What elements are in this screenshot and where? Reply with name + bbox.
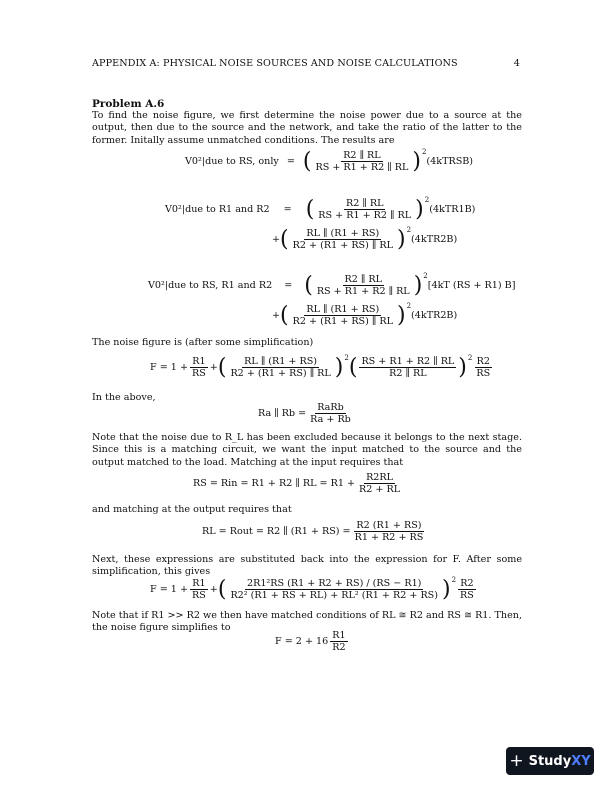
equation-2-line1: V0²|due to R1 and R2 = ( $\frac{R2 \parallel RL}{RS + R1 + R2 \parallel RL}$ ) 2 (4kTR1B) <box>165 195 476 222</box>
equation-3-line2: + ( $\frac{RL \parallel (R1 + RS)}{R2 + (R1 + RS) \parallel RL}$ ) 2 (4kTR2B) <box>272 301 458 328</box>
f2-f3n: R2 <box>460 578 474 589</box>
f3-lhs: F = 2 + 16 <box>275 636 329 647</box>
eqF-lhs: F = 1 + <box>150 362 188 373</box>
f2-f3d: RS <box>460 590 474 601</box>
page-number: 4 <box>513 58 520 69</box>
eq3-tail1: [4kT (RS + R1) B] <box>427 280 516 291</box>
input-matching-equation <box>193 472 404 495</box>
problem-title: Problem A.6 <box>92 98 165 110</box>
eqF-f1n: R1 <box>192 356 206 367</box>
par-num: RaRb <box>317 402 344 413</box>
eq3-den2: R2 + (R1 + RS) ∥ RL <box>292 316 393 327</box>
eqF-f3d: R2 ∥ RL <box>389 368 427 379</box>
eq2-den2: R2 + (R1 + RS) ∥ RL <box>292 240 393 251</box>
equation-2-line2: + ( $\frac{RL \parallel (R1 + RS)}{R2 + (R1 + RS) \parallel RL}$ ) 2 (4kTR2B) <box>272 225 458 252</box>
eqF-f4d: RS <box>476 368 491 379</box>
eqF-f1d: RS <box>192 368 206 379</box>
f2-lhs: F = 1 + <box>150 584 188 595</box>
rin-den: R2 + RL <box>359 484 401 495</box>
f2-f1d: RS <box>192 590 206 601</box>
studyxy-logo[interactable] <box>506 747 594 775</box>
eqF-f2n: RL ∥ (R1 + RS) <box>244 356 318 367</box>
eq2-tail1: (4kTR1B) <box>429 204 476 215</box>
eqF-f3n: RS + R1 + R2 ∥ RL <box>361 356 455 367</box>
f2-f1n: R1 <box>192 578 206 589</box>
eq2-den1: RS + R1 + R2 ∥ RL <box>318 210 412 221</box>
paragraph-2: The noise figure is (after some simplification) <box>92 337 314 348</box>
rin-lhs: RS = Rin = R1 + R2 ∥ RL = R1 + <box>193 478 356 489</box>
rout-num: R2 (R1 + RS) <box>356 520 422 531</box>
equation-3-line1: V0²|due to RS, R1 and R2 = ( $\frac{R2 \parallel RL}{RS + R1 + R2 \parallel RL}$ ) 2 [4kT (RS + R1) B] <box>148 271 516 298</box>
rout-lhs: RL = Rout = R2 ∥ (R1 + RS) = <box>202 526 351 537</box>
f2-den: R2² (R1 + RS + RL) + RL² (R1 + R2 + RS) <box>230 590 438 601</box>
output-matching-equation <box>202 520 427 543</box>
eq1-fraction <box>313 150 410 173</box>
eq3-tail2: (4kTR2B) <box>411 310 458 321</box>
header-title: APPENDIX A: PHYSICAL NOISE SOURCES AND NOISE CALCULATIONS <box>92 58 458 69</box>
eq1-num: R2 ∥ RL <box>343 150 381 161</box>
eqF-f4n: R2 <box>476 356 490 367</box>
logo-text: Study <box>528 753 572 769</box>
eq3-den1: RS + R1 + R2 ∥ RL <box>316 286 410 297</box>
eq3-num2: RL ∥ (R1 + RS) <box>306 304 380 315</box>
intro-paragraph: To find the noise figure, we first determine the noise power due to a source at the output, then due to the source and the network, and take the ratio of the latter to the former. Initally assume unmatched conditions. The results are <box>92 110 522 146</box>
eq1-lhs: V0²|due to RS, only <box>185 156 279 167</box>
rin-num: R2RL <box>366 472 393 483</box>
simplified-noise-figure: F = 1 + $\frac{R1}{RS}$ + ( $\frac{\text{2R1²RS (R1 + R2 + RS) / (RS − R1)}}{\text{R2² (R1 + RS + RL) + RL² (R1 + R2 + RS)}}$ ) 2 $\frac{R2}{RS}$ <box>150 575 474 602</box>
eqF-f2d: R2 + (R1 + RS) ∥ RL <box>230 368 331 379</box>
noise-figure-equation: F = 1 + $\frac{R1}{RS}$ + ( $\frac{RL \parallel (R1 + RS)}{R2 + (R1 + RS) \parallel RL}$ ) 2 ( $\frac{RS + R1 + R2 \parallel RL}{R2 \parallel RL}$ ) 2 $\frac{R2}{RS}$ <box>150 353 491 380</box>
par-den: Ra + Rb <box>310 414 351 425</box>
page-header <box>92 58 520 69</box>
eq3-num1: R2 ∥ RL <box>344 274 382 285</box>
f2-num: 2R1²RS (R1 + R2 + RS) / (RS − R1) <box>247 578 422 589</box>
paragraph-7: Note that if R1 >> R2 we then have matched conditions of RL ≅ R2 and RS ≅ R1. Then, the noise figure simplifies to <box>92 610 522 634</box>
paragraph-4: Note that the noise due to R_L has been excluded because it belongs to the next stage. Since this is a matching circuit, we want the input matched to the source and the output matched to the load. Matching at the input requires that <box>92 432 522 468</box>
f3-num: R1 <box>332 630 346 641</box>
paragraph-5: and matching at the output requires that <box>92 504 292 515</box>
eq2-num1: R2 ∥ RL <box>345 198 384 209</box>
eq2-tail2: (4kTR2B) <box>411 234 458 245</box>
logo-accent: XY <box>571 753 591 769</box>
par-lhs: Ra ∥ Rb = <box>258 408 307 419</box>
eq3-lhs: V0²|due to RS, R1 and R2 <box>148 280 273 291</box>
paragraph-3: In the above, <box>92 392 156 403</box>
eq2-lhs: V0²|due to R1 and R2 <box>165 204 270 215</box>
f3-den: R2 <box>332 642 346 653</box>
paragraph-6: Next, these expressions are substituted back into the expression for F. After some simplification, this gives <box>92 554 522 578</box>
parallel-definition <box>258 402 355 425</box>
final-noise-figure <box>275 630 350 653</box>
eq1-tail: (4kTRSB) <box>426 156 474 167</box>
equation-1: V0²|due to RS, only = ( $\frac{R2 \parallel RL}{RS + R1 + R2 \parallel RL}$ ) 2 (4kTRSB) <box>185 147 474 174</box>
eq2-num2: RL ∥ (R1 + RS) <box>306 228 380 239</box>
plus-icon: + <box>509 751 524 771</box>
rout-den: R1 + R2 + RS <box>354 532 424 543</box>
eq1-den: RS + R1 + R2 ∥ RL <box>315 162 409 173</box>
